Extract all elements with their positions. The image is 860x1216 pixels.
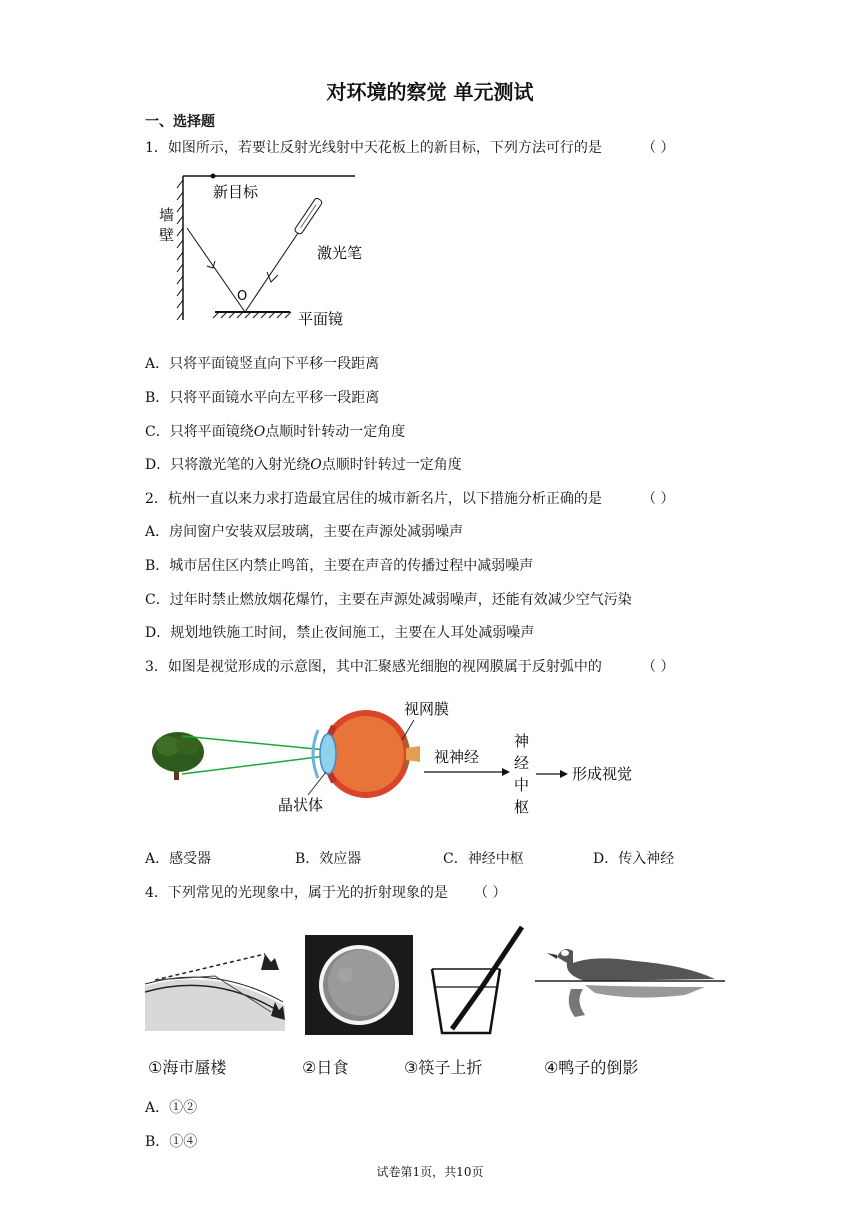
q2-option-a[interactable]: A．房间窗户安装双层玻璃，主要在声源处减弱噪声 bbox=[145, 524, 464, 540]
section-heading: 一、选择题 bbox=[145, 114, 215, 130]
caption-mirage: ①海市蜃楼 bbox=[148, 1058, 227, 1077]
page-title: 对环境的察觉 单元测试 bbox=[326, 80, 534, 104]
q4-image-captions bbox=[148, 1056, 688, 1080]
mirage-image bbox=[145, 936, 290, 1031]
center-label-2: 经 bbox=[514, 754, 530, 772]
q1-option-a[interactable]: A．只将平面镜竖直向下平移一段距离 bbox=[145, 356, 380, 372]
vision-formation-diagram bbox=[148, 690, 648, 825]
center-label-1: 神 bbox=[514, 732, 530, 750]
vision-label: 形成视觉 bbox=[572, 765, 633, 783]
q2-option-b[interactable]: B．城市居住区内禁止鸣笛，主要在声音的传播过程中减弱噪声 bbox=[145, 558, 534, 574]
q3-option-c[interactable]: C．神经中枢 bbox=[443, 851, 524, 867]
caption-duck: ④鸭子的倒影 bbox=[544, 1058, 639, 1077]
q3-options bbox=[145, 849, 705, 869]
q3-option-b[interactable]: B．效应器 bbox=[295, 851, 362, 867]
center-label-4: 枢 bbox=[514, 798, 530, 816]
q1-option-d[interactable]: D．只将激光笔的入射光绕O点顺时针转过一定角度 bbox=[145, 457, 462, 473]
laser-label: 激光笔 bbox=[317, 244, 363, 262]
caption-chopsticks: ③筷子上折 bbox=[404, 1058, 483, 1077]
point-o-label: O bbox=[237, 289, 248, 304]
new-target-label: 新目标 bbox=[213, 183, 259, 201]
mirror-label: 平面镜 bbox=[298, 310, 344, 328]
answer-paren: （ ） bbox=[642, 140, 675, 156]
q2-option-c[interactable]: C．过年时禁止燃放烟花爆竹，主要在声源处减弱噪声，还能有效减少空气污染 bbox=[145, 592, 632, 608]
question-2-stem: 2．杭州一直以来力求打造最宜居住的城市新名片，以下措施分析正确的是 bbox=[145, 491, 602, 507]
q3-option-d[interactable]: D．传入神经 bbox=[593, 851, 675, 867]
answer-paren: （ ） bbox=[642, 659, 675, 675]
q1-option-c[interactable]: C．只将平面镜绕O点顺时针转动一定角度 bbox=[145, 424, 406, 440]
retina-label: 视网膜 bbox=[404, 700, 450, 718]
optic-nerve-label: 视神经 bbox=[434, 748, 480, 766]
q3-option-a[interactable]: A．感受器 bbox=[145, 851, 212, 867]
lens-label: 晶状体 bbox=[278, 796, 324, 814]
q4-option-a[interactable]: A．①② bbox=[145, 1100, 198, 1116]
center-label-3: 中 bbox=[514, 776, 530, 794]
duck-reflection-image bbox=[535, 935, 725, 1035]
wall-label-2: 壁 bbox=[159, 226, 175, 244]
page-footer: 试卷第1页，共10页 bbox=[376, 1165, 484, 1179]
answer-paren: （ ） bbox=[642, 491, 675, 507]
q2-option-d[interactable]: D．规划地铁施工时间，禁止夜间施工，主要在人耳处减弱噪声 bbox=[145, 625, 535, 641]
chopsticks-in-cup-image bbox=[428, 925, 528, 1037]
mirror-reflection-diagram bbox=[155, 168, 365, 330]
question-4-stem: 4．下列常见的光现象中，属于光的折射现象的是 bbox=[145, 885, 448, 901]
question-3-stem: 3．如图是视觉形成的示意图，其中汇聚感光细胞的视网膜属于反射弧中的 bbox=[145, 659, 602, 675]
answer-paren: （ ） bbox=[474, 885, 507, 901]
wall-label-1: 墙 bbox=[159, 206, 175, 224]
q1-option-b[interactable]: B．只将平面镜水平向左平移一段距离 bbox=[145, 390, 380, 406]
question-1-stem: 1．如图所示，若要让反射光线射中天花板上的新目标，下列方法可行的是 bbox=[145, 140, 602, 156]
caption-eclipse: ②日食 bbox=[302, 1058, 349, 1077]
q4-option-b[interactable]: B．①④ bbox=[145, 1134, 198, 1150]
solar-eclipse-image bbox=[305, 935, 413, 1035]
